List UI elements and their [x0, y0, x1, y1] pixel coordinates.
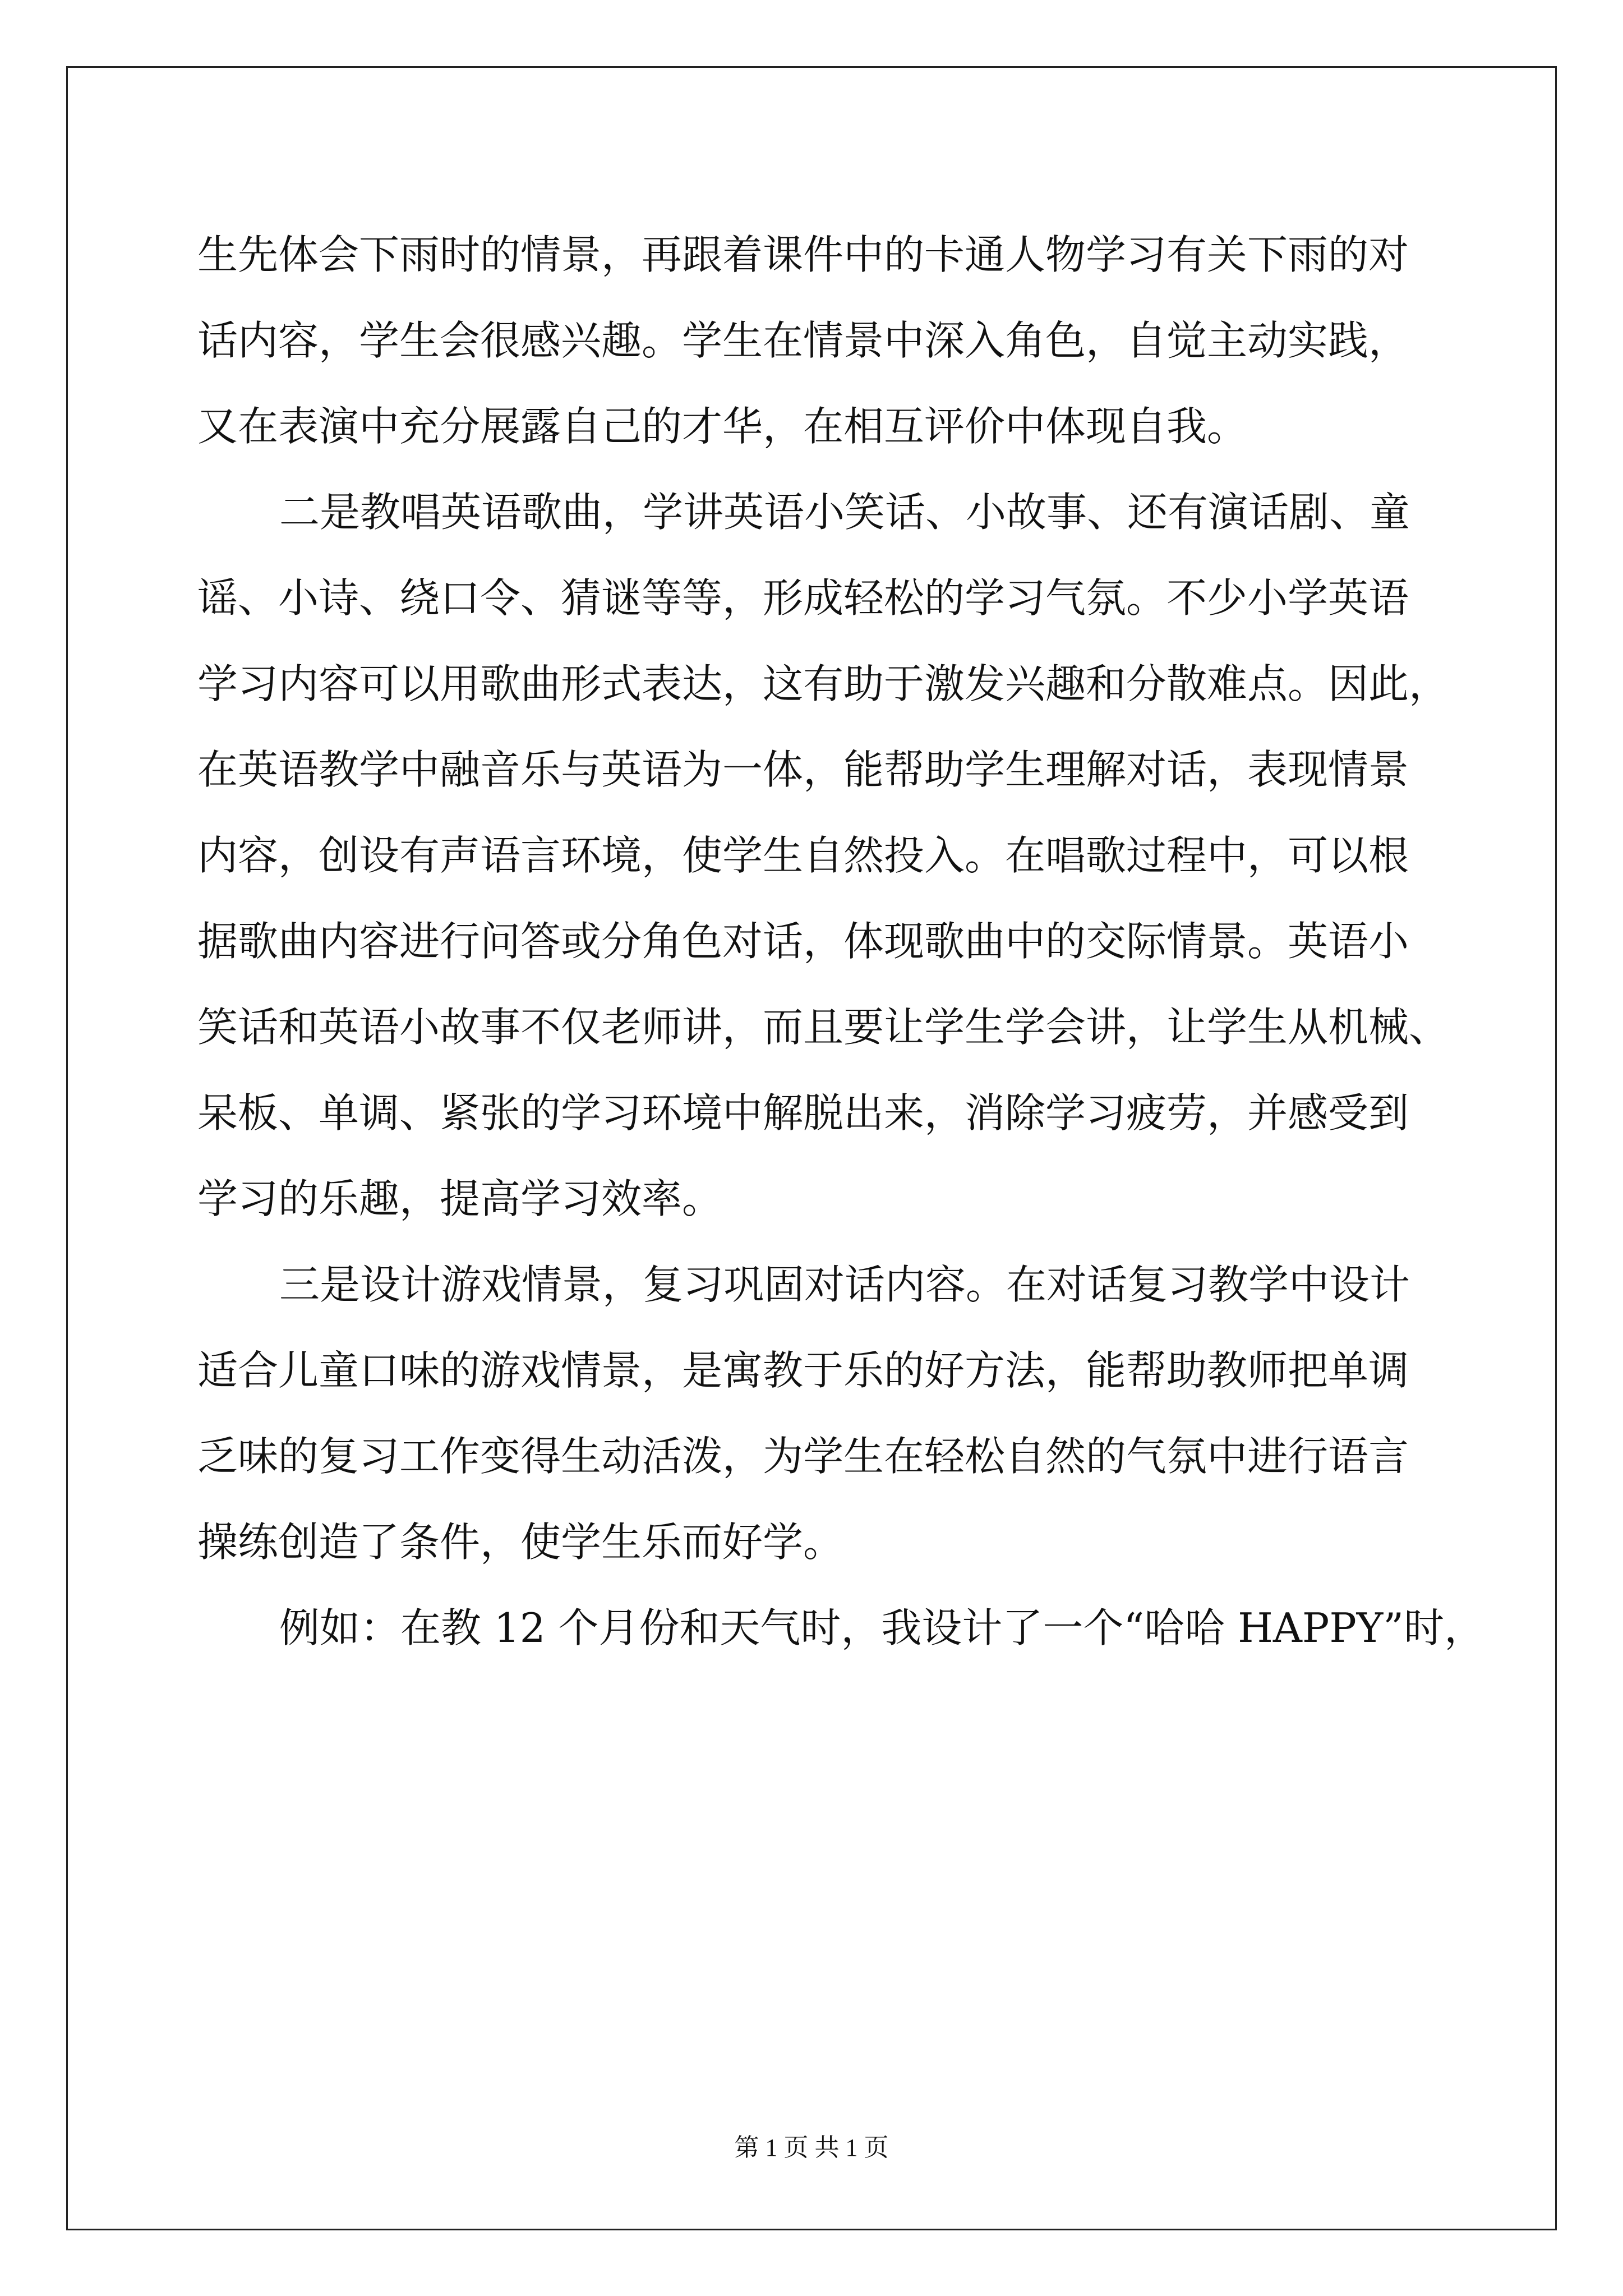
paragraph-start-line: 二是教唱英语歌曲，学讲英语小笑话、小故事、还有演话剧、童: [279, 489, 1410, 536]
paragraph-start-line: 三是设计游戏情景，复习巩固对话内容。在对话复习教学中设计: [279, 1261, 1410, 1308]
body-line: 呆板、单调、紧张的学习环境中解脱出来，消除学习疲劳，并感受到: [197, 1089, 1409, 1137]
body-line: 笑话和英语小故事不仅老师讲，而且要让学生学会讲，让学生从机械、: [197, 1004, 1450, 1051]
body-line: 生先体会下雨时的情景，再跟着课件中的卡通人物学习有关下雨的对: [197, 231, 1409, 278]
paragraph-start-line: 例如：在教 12 个月份和天气时，我设计了一个“哈哈 HAPPY”时，: [279, 1604, 1485, 1651]
body-line: 谣、小诗、绕口令、猜谜等等，形成轻松的学习气氛。不少小学英语: [197, 574, 1409, 622]
body-line: 内容，创设有声语言环境，使学生自然投入。在唱歌过程中，可以根: [197, 832, 1409, 879]
body-line: 学习的乐趣，提高学习效率。: [197, 1175, 723, 1222]
body-line: 话内容，学生会很感兴趣。学生在情景中深入角色，自觉主动实践，: [197, 317, 1409, 364]
body-line: 学习内容可以用歌曲形式表达，这有助于激发兴趣和分散难点。因此，: [197, 660, 1450, 707]
body-line: 乏味的复习工作变得生动活泼，为学生在轻松自然的气氛中进行语言: [197, 1433, 1409, 1480]
body-line: 据歌曲内容进行问答或分角色对话，体现歌曲中的交际情景。英语小: [197, 918, 1409, 965]
body-line: 又在表演中充分展露自己的才华，在相互评价中体现自我。: [197, 403, 1248, 450]
body-line: 操练创造了条件，使学生乐而好学。: [197, 1519, 844, 1566]
body-line: 在英语教学中融音乐与英语为一体，能帮助学生理解对话，表现情景: [197, 746, 1409, 793]
page-footer: 第 1 页 共 1 页: [734, 2134, 889, 2161]
document-body: [197, 212, 1485, 1671]
body-line: 适合儿童口味的游戏情景，是寓教于乐的好方法，能帮助教师把单调: [197, 1347, 1409, 1394]
